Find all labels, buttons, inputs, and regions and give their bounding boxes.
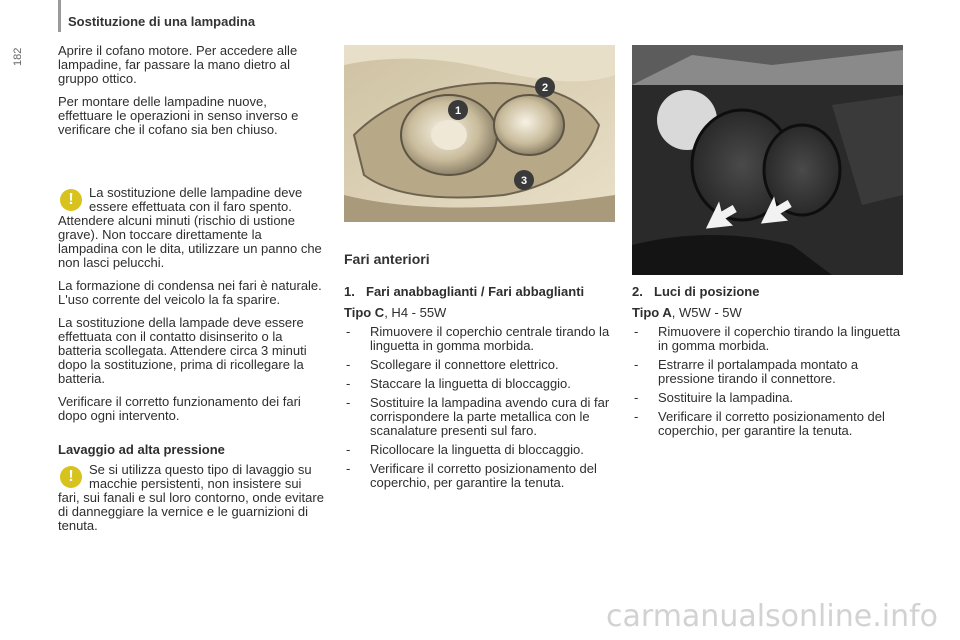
header-bar (58, 0, 61, 32)
warning-text: Se si utilizza questo tipo di lavaggio su macchie persistenti, non insistere sui fari, sui fanali e sul loro contorno, onde evitare di danneggiare la vernice e le guarnizioni di tenuta. (58, 462, 324, 533)
watermark: carmanualsonline.info (606, 599, 938, 634)
engine-bay-photo (632, 45, 903, 275)
intro-paragraph: Aprire il cofano motore. Per accedere alle lampadine, far passare la mano dietro al gruppo ottico. (58, 43, 298, 86)
list-item: - Rimuovere il coperchio centrale tirando la linguetta in gomma morbida. (346, 324, 610, 353)
list-item: - Verificare il corretto posizionamento del coperchio, per garantire la tenuta. (346, 461, 597, 490)
right-column (632, 285, 912, 443)
list-item: - Rimuovere il coperchio tirando la linguetta in gomma morbida. (634, 324, 901, 353)
bulb-type-value: , H4 - 55W (384, 305, 447, 320)
item-number: 2. (632, 284, 643, 299)
bulb-type-label: Tipo A (632, 305, 672, 320)
page-number: 182 (12, 47, 24, 66)
list-item: - Estrarre il portalampada montato a pressione tirando il connettore. (634, 357, 859, 386)
list-item: - Verificare il corretto posizionamento del coperchio, per garantire la tenuta. (634, 409, 885, 438)
warning-icon: ! (60, 466, 82, 488)
step-list (344, 325, 624, 490)
item-heading (632, 285, 912, 299)
bulb-type (632, 306, 912, 320)
list-item: - Staccare la linguetta di bloccaggio. (346, 376, 571, 391)
list-item: - Sostituire la lampadina. (634, 390, 794, 405)
list-item: - Sostituire la lampadina avendo cura di far corrispondere la parte metallica con le scanalature presenti sul faro. (346, 395, 610, 438)
pressure-wash-heading: Lavaggio ad alta pressione (58, 442, 225, 457)
front-lights-heading: Fari anteriori (344, 251, 430, 267)
step-list (632, 325, 912, 438)
callout-1: 1 (454, 105, 462, 117)
headlamp-photo (344, 45, 615, 222)
bulb-type-value: , W5W - 5W (671, 305, 742, 320)
bulb-type-label: Tipo C (344, 305, 385, 320)
middle-column (344, 285, 624, 495)
item-heading (344, 285, 624, 299)
note-paragraph: La formazione di condensa nei fari è naturale. L'uso corrente del veicolo la fa sparire. (58, 278, 322, 307)
note-paragraph: La sostituzione della lampade deve essere effettuata con il contatto disinserito o la batteria scollegata. Attendere circa 3 minuti dopo la sostituzione, prima di ricollegare la batteria. (58, 315, 307, 386)
warning-box (58, 463, 324, 533)
note-paragraph: Verificare il corretto funzionamento dei fari dopo ogni intervento. (58, 394, 301, 423)
warning-icon: ! (60, 189, 82, 211)
item-number: 1. (344, 284, 355, 299)
section-title: Sostituzione di una lampadina (68, 14, 256, 29)
intro-paragraph: Per montare delle lampadine nuove, effettuare le operazioni in senso inverso e verificare che il cofano sia ben chiuso. (58, 94, 299, 137)
bulb-type (344, 306, 624, 320)
warning-text: La sostituzione delle lampadine deve essere effettuata con il faro spento. Attendere alcuni minuti (rischio di ustione grave). Non toccare direttamente la lampadina con le dita, utilizzare un panno che non lasci pelucchi. (58, 185, 322, 270)
left-column (58, 44, 324, 542)
item-heading-text: Luci di posizione (654, 284, 760, 299)
item-heading-text: Fari anabbaglianti / Fari abbaglianti (366, 284, 585, 299)
warning-box (58, 186, 324, 270)
list-item: - Ricollocare la linguetta di bloccaggio. (346, 442, 584, 457)
callout-2: 2 (541, 82, 549, 94)
callout-3: 3 (520, 175, 528, 187)
list-item: - Scollegare il connettore elettrico. (346, 357, 559, 372)
